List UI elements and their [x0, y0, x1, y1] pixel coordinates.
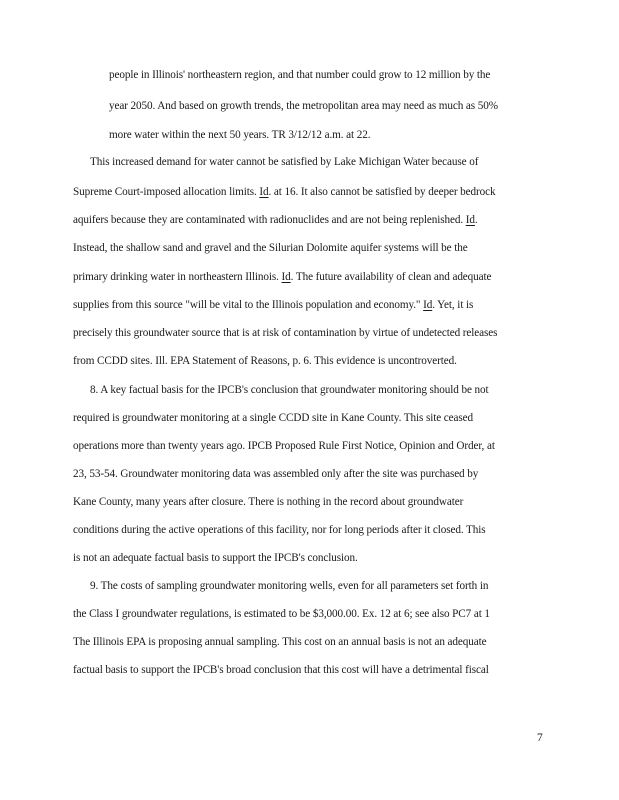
- block-quote-line-3: more water within the next 50 years. TR 3/12/12 a.m. at 22.: [109, 129, 371, 141]
- para1-line-6-text-b: . Yet, it is: [432, 299, 474, 311]
- para1-line-5-text-a: primary drinking water in northeastern Illinois.: [73, 271, 282, 283]
- para8-line-2: required is groundwater monitoring at a single CCDD site in Kane County. This site ceased: [73, 412, 473, 424]
- para9-line-2: the Class I groundwater regulations, is estimated to be $3,000.00. Ex. 12 at 6; see also PC7 at 1: [73, 608, 490, 620]
- para1-line-7: precisely this groundwater source that is at risk of contamination by virtue of undetected releases: [73, 327, 498, 339]
- block-quote-line-2: year 2050. And based on growth trends, the metropolitan area may need as much as 50%: [109, 100, 498, 112]
- para1-line-2-text-b: . at 16. It also cannot be satisfied by deeper bedrock: [268, 186, 496, 198]
- para1-line-6: [73, 298, 473, 312]
- para1-line-1: This increased demand for water cannot be satisfied by Lake Michigan Water because of: [90, 156, 479, 168]
- para1-line-3: [73, 213, 478, 227]
- para1-line-6-text-a: supplies from this source "will be vital to the Illinois population and economy.": [73, 299, 424, 311]
- para8-line-3: operations more than twenty years ago. IPCB Proposed Rule First Notice, Opinion and Order, at: [73, 440, 495, 452]
- block-quote-line-1: people in Illinois' northeastern region, and that number could grow to 12 million by the: [109, 69, 491, 81]
- para1-line-5: [73, 270, 491, 284]
- para8-line-1: 8. A key factual basis for the IPCB's conclusion that groundwater monitoring should be not: [90, 384, 489, 396]
- para9-line-1: 9. The costs of sampling groundwater monitoring wells, even for all parameters set forth in: [90, 580, 489, 592]
- para8-line-6: conditions during the active operations of this facility, nor for long periods after it closed. This: [73, 524, 486, 536]
- citation-id: Id: [259, 186, 269, 198]
- para1-line-3-text-a: aquifers because they are contaminated with radionuclides and are not being replenished.: [73, 214, 466, 226]
- page-number: 7: [537, 732, 543, 744]
- citation-id: Id: [465, 214, 475, 226]
- para8-line-5: Kane County, many years after closure. There is nothing in the record about groundwater: [73, 496, 464, 508]
- para8-line-4: 23, 53-54. Groundwater monitoring data was assembled only after the site was purchased by: [73, 468, 479, 480]
- citation-id: Id: [423, 299, 433, 311]
- citation-id: Id: [281, 271, 291, 283]
- para9-line-3: The Illinois EPA is proposing annual sampling. This cost on an annual basis is not an adequate: [73, 636, 487, 648]
- para9-line-4: factual basis to support the IPCB's broad conclusion that this cost will have a detrimental fiscal: [73, 664, 489, 676]
- para8-line-7: is not an adequate factual basis to support the IPCB's conclusion.: [73, 552, 358, 564]
- para1-line-8: from CCDD sites. Ill. EPA Statement of Reasons, p. 6. This evidence is uncontroverted.: [73, 355, 457, 367]
- para1-line-4: Instead, the shallow sand and gravel and the Silurian Dolomite aquifer systems will be the: [73, 242, 468, 254]
- para1-line-2-text-a: Supreme Court-imposed allocation limits.: [73, 186, 260, 198]
- para1-line-5-text-b: . The future availability of clean and adequate: [290, 271, 492, 283]
- para1-line-3-text-b: .: [474, 214, 478, 226]
- para1-line-2: [73, 185, 495, 199]
